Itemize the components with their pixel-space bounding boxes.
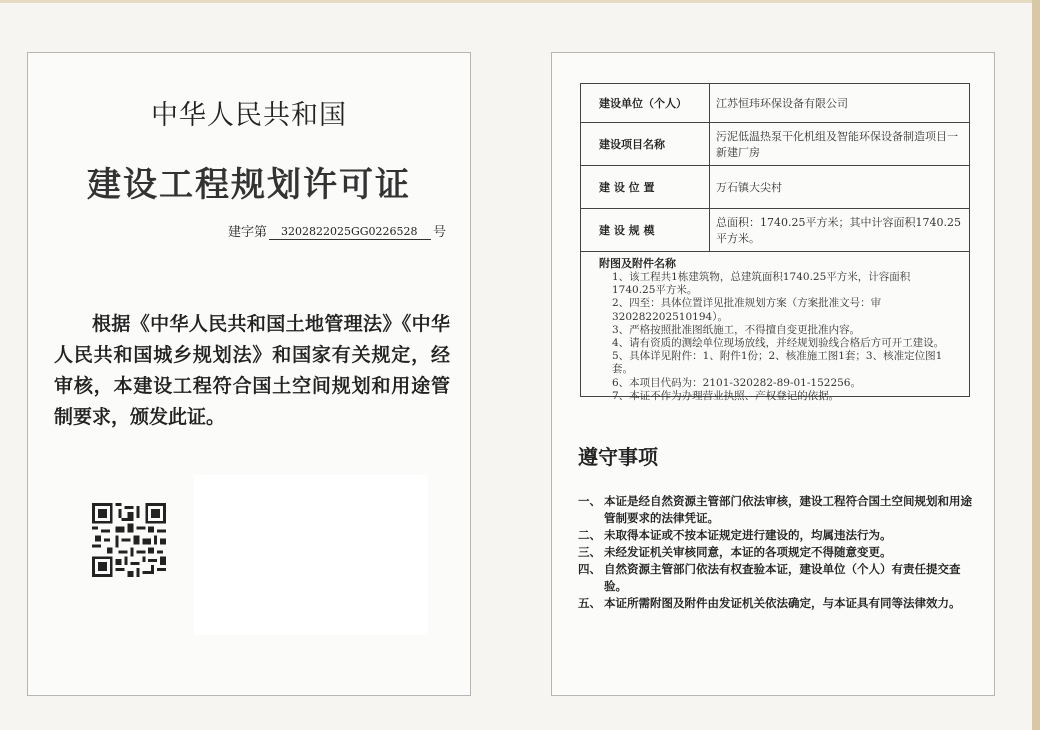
certificate-details-page bbox=[551, 52, 995, 696]
list-item: 5、具体详见附件：1、附件1份；2、核准施工图1套；3、核准定位图1套。 bbox=[612, 350, 943, 376]
rule-item bbox=[578, 544, 974, 561]
rule-item bbox=[578, 527, 974, 544]
row-label: 建 设 规 模 bbox=[581, 209, 710, 252]
rule-item bbox=[578, 561, 974, 595]
attachments-list bbox=[612, 271, 952, 403]
row-value: 万石镇大尖村 bbox=[710, 166, 970, 209]
list-item: 2、四至：具体位置详见批准规划方案（方案批准文号：审320282202510194）。 bbox=[612, 297, 882, 323]
rule-item bbox=[578, 595, 974, 612]
rule-text: 本证所需附图及附件由发证机关依法确定，与本证具有同等法律效力。 bbox=[604, 596, 961, 610]
table-row bbox=[581, 123, 970, 166]
row-value: 总面积：1740.25平方米；其中计容面积1740.25平方米。 bbox=[710, 209, 970, 252]
serial-row bbox=[228, 221, 446, 240]
rule-text: 未取得本证或不按本证规定进行建设的，均属违法行为。 bbox=[604, 528, 892, 542]
row-label: 建 设 位 置 bbox=[581, 166, 710, 209]
rules-title: 遵守事项 bbox=[578, 445, 658, 469]
certificate-title: 建设工程规划许可证 bbox=[87, 165, 411, 205]
serial-suffix: 号 bbox=[432, 225, 446, 240]
row-value: 江苏恒玮环保设备有限公司 bbox=[710, 84, 970, 123]
country-name: 中华人民共和国 bbox=[151, 100, 347, 131]
rule-item bbox=[578, 493, 974, 527]
table-row bbox=[581, 84, 970, 123]
rule-number: 一、 bbox=[578, 494, 601, 508]
project-info-table bbox=[580, 83, 970, 252]
rule-text: 本证是经自然资源主管部门依法审核，建设工程符合国土空间规划和用途管制要求的法律凭证。 bbox=[604, 494, 972, 525]
rule-number: 二、 bbox=[578, 528, 601, 542]
certificate-cover-page bbox=[27, 52, 471, 696]
rules-list bbox=[578, 493, 974, 612]
rule-text: 未经发证机关审核同意，本证的各项规定不得随意变更。 bbox=[604, 545, 892, 559]
row-label: 建设项目名称 bbox=[581, 123, 710, 166]
list-item: 6、本项目代码为：2101-320282-89-01-152256。 bbox=[612, 376, 861, 389]
table-row bbox=[581, 166, 970, 209]
scan-right-edge bbox=[1032, 0, 1040, 730]
rule-number: 三、 bbox=[578, 545, 601, 559]
rule-text: 自然资源主管部门依法有权查验本证，建设单位（个人）有责任提交查验。 bbox=[604, 562, 961, 593]
serial-number: 3202822025GG0226528 bbox=[269, 225, 431, 240]
rule-number: 四、 bbox=[578, 562, 601, 576]
attachments-title: 附图及附件名称 bbox=[599, 257, 676, 270]
list-item: 1、该工程共1栋建筑物，总建筑面积1740.25平方米，计容面积1740.25平方米。 bbox=[612, 271, 911, 297]
row-label: 建设单位（个人） bbox=[581, 84, 710, 123]
qr-code bbox=[92, 503, 166, 577]
row-value: 污泥低温热泵干化机组及智能环保设备制造项目一新建厂房 bbox=[710, 123, 970, 166]
list-item: 7、本证不作为办理营业执照、产权登记的依据。 bbox=[612, 389, 840, 402]
issuance-statement: 根据《中华人民共和国土地管理法》《中华人民共和国城乡规划法》和国家有关规定，经审核，本建设工程符合国土空间规划和用途管制要求，颁发此证。 bbox=[54, 313, 450, 428]
scan-top-edge bbox=[0, 0, 1040, 3]
list-item: 4、请有资质的测绘单位现场放线，并经规划验线合格后方可开工建设。 bbox=[612, 337, 945, 350]
rule-number: 五、 bbox=[578, 596, 601, 610]
redacted-seal-area bbox=[194, 475, 428, 635]
list-item: 3、严格按照批准图纸施工，不得擅自变更批准内容。 bbox=[612, 323, 861, 336]
serial-prefix: 建字第 bbox=[227, 225, 267, 240]
